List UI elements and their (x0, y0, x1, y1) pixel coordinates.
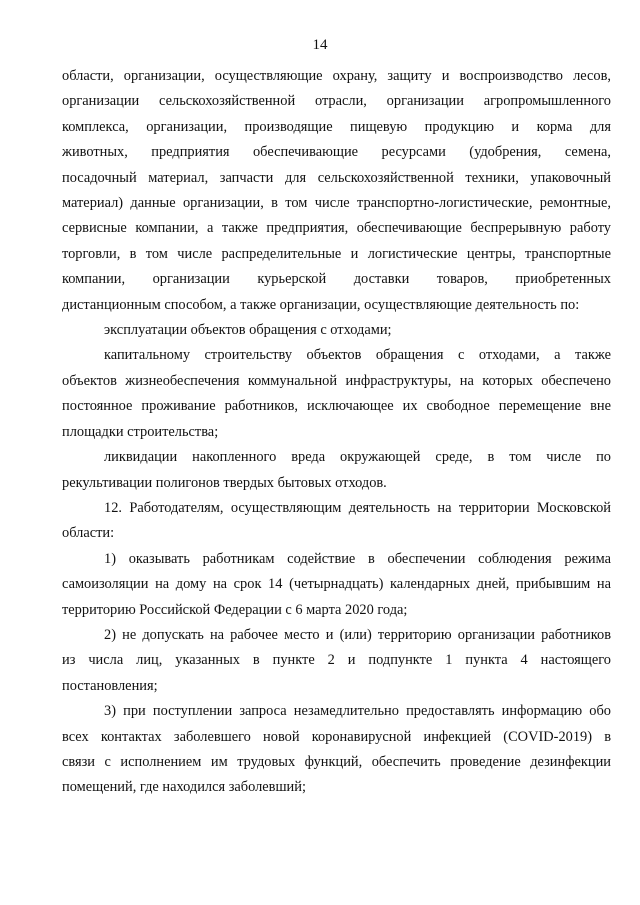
text-line: 1) оказывать работникам содействие в обеспечении соблюдения режима (104, 550, 611, 567)
text-line: компании, организации курьерской доставки товаров, приобретенных (62, 271, 611, 288)
paragraph (62, 318, 611, 343)
text-line: комплекса, организации, производящие пищевую продукцию и корма для (62, 118, 611, 135)
text-line: самоизоляции на дому на срок 14 (четырнадцать) календарных дней, прибывшим на (62, 576, 611, 593)
text-line: посадочный материал, запчасти для сельскохозяйственной техники, упаковочный (62, 169, 611, 186)
paragraph (62, 445, 611, 496)
text-line: материал) данные организации, в том числе транспортно-логистические, ремонтные, (62, 195, 611, 212)
paragraph (62, 64, 611, 318)
text-line: сервисные компании, а также предприятия, обеспечивающие беспрерывную работу (62, 220, 611, 237)
text-line: постановления; (62, 677, 158, 694)
text-line: 12. Работодателям, осуществляющим деятельность на территории Московской (104, 499, 611, 516)
text-line: помещений, где находился заболевший; (62, 779, 306, 796)
text-line: территорию Российской Федерации с 6 марта 2020 года; (62, 601, 408, 618)
text-line: животных, предприятия обеспечивающие ресурсами (удобрения, семена, (62, 144, 611, 161)
text-line: ликвидации накопленного вреда окружающей среде, в том числе по (104, 449, 611, 466)
text-line: из числа лиц, указанных в пункте 2 и подпункте 1 пункта 4 настоящего (62, 652, 611, 669)
paragraph (62, 699, 611, 801)
text-line: рекультивации полигонов твердых бытовых отходов. (62, 474, 387, 491)
text-line: капитальному строительству объектов обращения с отходами, а также (104, 347, 611, 364)
document-body (62, 64, 611, 801)
text-line: эксплуатации объектов обращения с отходами; (104, 322, 392, 339)
paragraph (62, 623, 611, 699)
text-line: объектов жизнеобеспечения коммунальной инфраструктуры, на которых обеспечено (62, 372, 611, 389)
text-line: торговли, в том числе распределительные и логистические центры, транспортные (62, 245, 611, 262)
paragraph (62, 496, 611, 547)
text-line: дистанционным способом, а также организации, осуществляющие деятельность по: (62, 296, 580, 313)
paragraph (62, 547, 611, 623)
text-line: организации сельскохозяйственной отрасли, организации агропромышленного (62, 93, 611, 110)
paragraph (62, 343, 611, 445)
text-line: 3) при поступлении запроса незамедлительно предоставлять информацию обо (104, 703, 611, 720)
text-line: всех контактах заболевшего новой коронавирусной инфекцией (COVID-2019) в (62, 728, 611, 745)
text-line: связи с исполнением им трудовых функций, обеспечить проведение дезинфекции (62, 753, 611, 770)
text-line: постоянное проживание работников, исключающее их свободное перемещение вне (62, 398, 611, 415)
text-line: области: (62, 525, 115, 542)
text-line: площадки строительства; (62, 423, 219, 440)
text-line: 2) не допускать на рабочее место и (или) территорию организации работников (104, 626, 611, 643)
page-number: 14 (312, 37, 328, 53)
text-line: области, организации, осуществляющие охрану, защиту и воспроизводство лесов, (62, 68, 611, 84)
